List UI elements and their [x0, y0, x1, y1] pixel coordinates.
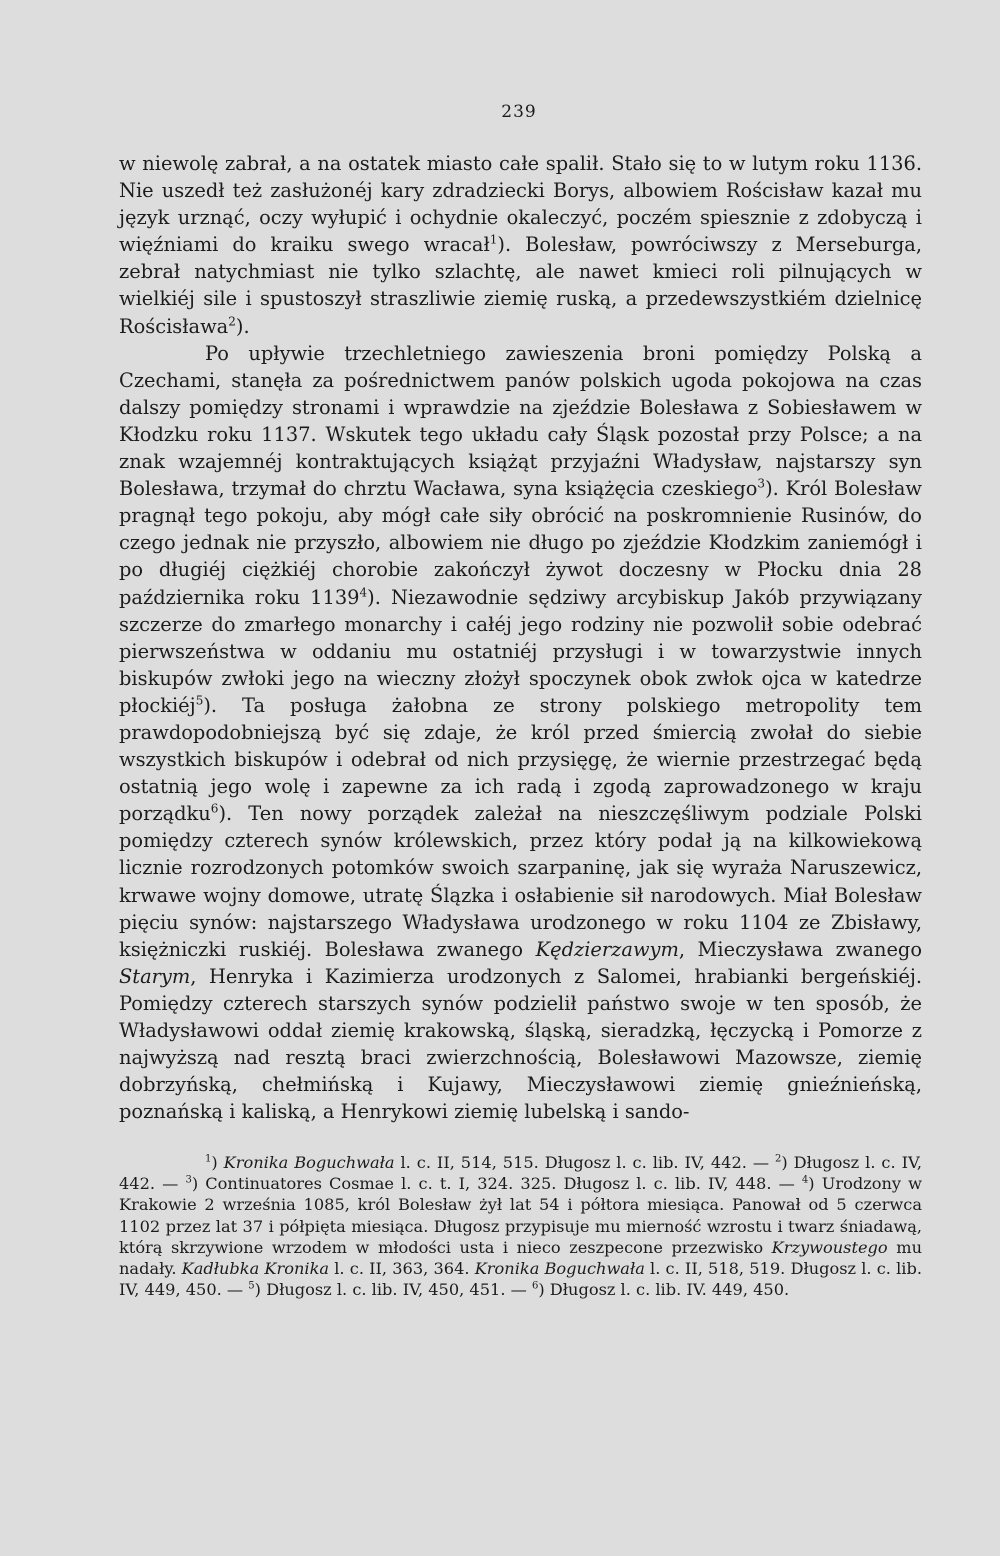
italic-text: Kronika Boguchwała — [474, 1259, 645, 1279]
text-run: ) Długosz l. c. IV, 442. — — [119, 1153, 922, 1194]
text-run: Po upływie trzechletniego zawieszenia broni pomiędzy Polską a Czechami, stanęła za pośrednictwem panów polskich ugoda pokojowa na czas dalszy pomiędzy stronami i wprawdzie na zjeździe Bolesława z Sobiesławem w Kłodzku roku 1137. Wskutek tego układu cały Śląsk pozostał przy Polsce; a na znak wzajemnéj kontraktujących książąt przyjaźni Władysław, najstarszy syn Bolesława, trzymał do chrztu Wacława, syna książęcia czeskiego — [119, 341, 922, 501]
text-run: ). Bolesław, powróciwszy z Merseburga, zebrał natychmiast nie tylko szlachtę, ale nawet kmieci roli pilnujących w wielkiéj sile i spustoszył straszliwie ziemię ruską, a przedewszystkiém dzielnicę Rościsława — [119, 233, 923, 338]
text-run: ) — [211, 1153, 224, 1172]
text-run: ). Ten nowy porządek zależał na nieszczęśliwym podziale Polski pomiędzy czterech synów królewskich, przez który podał ją na kilkowiekową licznie rozrodzonych potomków swoich szarpaninę, jak się wyraża Naruszewicz, krwawe wojny domowe, utratę Ślązka i osłabienie sił narodowych. Miał Bolesław pięciu synów: najstarszego Władysława urodzonego w roku 1104 ze Zbisławy, księżniczki ruskiéj. Bolesława zwanego — [119, 802, 922, 961]
text-run: ). Król Bolesław pragnął tego pokoju, aby mógł całe siły obrócić na poskromnienie Rusinów, do czego jednak nie przyszło, albowiem nie długo po zjeździe Kłodzkim zaniemógł i po długiéj ciężkiéj chorobie zakończył żywot doczesny w Płocku dnia 28 października roku 1139 — [119, 477, 922, 609]
text-run: ). — [235, 314, 250, 338]
main-text — [119, 150, 922, 1125]
text-run: l. c. II, 363, 364. — [329, 1259, 475, 1279]
footnotes — [119, 1152, 922, 1300]
footnote-marker: 6 — [210, 801, 219, 816]
paragraph-2 — [119, 340, 922, 1126]
italic-text: Kadłubka Kronika — [181, 1259, 330, 1279]
footnote-marker: 4 — [801, 1174, 809, 1186]
text-run: l. c. II, 518, 519. Długosz l. c. lib. IV, 449, 450. — — [119, 1259, 922, 1300]
footnote-marker: 3 — [757, 476, 766, 491]
italic-text: Kronika Boguchwała — [223, 1153, 395, 1172]
paragraph-1 — [119, 150, 922, 340]
footnote-marker: 2 — [774, 1153, 782, 1165]
text-run: ). Niezawodnie sędziwy arcybiskup Jakób przywiązany szczerze do zmarłego monarchy i całéj jego rodziny nie pozwolił sobie odebrać pierwszeństwa w oddaniu mu ostatniéj przysługi i w towarzystwie innych biskupów zwłoki jego na wieczny złożył spoczynek obok zwłok ojca w katedrze płockiéj — [119, 585, 922, 717]
footnote-marker: 3 — [185, 1174, 192, 1186]
footnote-marker: 1 — [205, 1153, 212, 1165]
text-run: l. c. II, 514, 515. Długosz l. c. lib. IV, 442. — — [394, 1153, 775, 1172]
footnotes-text — [119, 1152, 922, 1300]
footnote-marker: 1 — [489, 232, 498, 247]
text-run: ). Ta posługa żałobna ze strony polskiego metropolity tem prawdopodobniejszą być się zdaje, że król przed śmiercią zwołał do siebie wszystkich biskupów i odebrał od nich przysięgę, że wiernie przestrzegać będą ostatnią jego wolę i zapewne za ich radą i zgodą zaprowadzonego w kraju porządku — [119, 693, 922, 826]
text-run: ) Długosz l. c. lib. IV, 450, 451. — — [254, 1280, 532, 1300]
footnote-marker: 5 — [195, 693, 204, 708]
footnote-marker: 5 — [248, 1280, 255, 1292]
text-run: ) Długosz l. c. lib. IV. 449, 450. — [538, 1280, 790, 1300]
italic-text: Starym — [119, 964, 191, 988]
text-run: ) Continuatores Cosmae l. c. t. I, 324. 325. Długosz l. c. lib. IV, 448. — — [191, 1174, 802, 1194]
text-run: w niewolę zabrał, a na ostatek miasto całe spalił. Stało się to w lutym roku 1136. Nie uszedł też zasłużonéj kary zdradziecki Borys, albowiem Rościsław kazał mu język urznąć, oczy wyłupić i ochydnie okaleczyć, poczém spiesznie z zdobyczą i więźniami do kraiku swego wracał — [119, 152, 922, 257]
text-run: mu nadały. — [119, 1237, 922, 1279]
text-run: , Henryka i Kazimierza urodzonych z Salomei, hrabianki bergeńskiéj. Pomiędzy czterech starszych synów podzielił państwo swoje w ten sposób, że Władysławowi oddał ziemię krakowską, śląską, sieradzką, łęczycką i Pomorze z najwyższą nad resztą braci zwierzchnością, Bolesławowi Mazowsze, ziemię dobrzyńską, chełmińską i Kujawy, Mieczysławowi ziemię gnieźnieńską, poznańską i kaliską, a Henrykowi ziemię lubelską i sando- — [119, 964, 922, 1124]
footnote-marker: 4 — [359, 585, 368, 600]
text-run: ) Urodzony w Krakowie 2 września 1085, król Bolesław żył lat 54 i półtora miesiąca. Panował od 5 czerwca 1102 przez lat 37 i półpięta miesiąca. Długosz przypisuje mu mierność wzrostu i twarz śniadawą, którą skrzywione wrzodem w młodości usta i nieco zeszpecone przezwisko — [119, 1174, 922, 1257]
italic-text: Kędzierzawym — [535, 937, 679, 961]
italic-text: Krzywoustego — [771, 1237, 888, 1257]
text-run: , Mieczysława zwanego — [678, 937, 923, 961]
footnote-marker: 6 — [531, 1280, 539, 1292]
page-number: 239 — [501, 102, 537, 122]
footnote-marker: 2 — [228, 314, 236, 329]
